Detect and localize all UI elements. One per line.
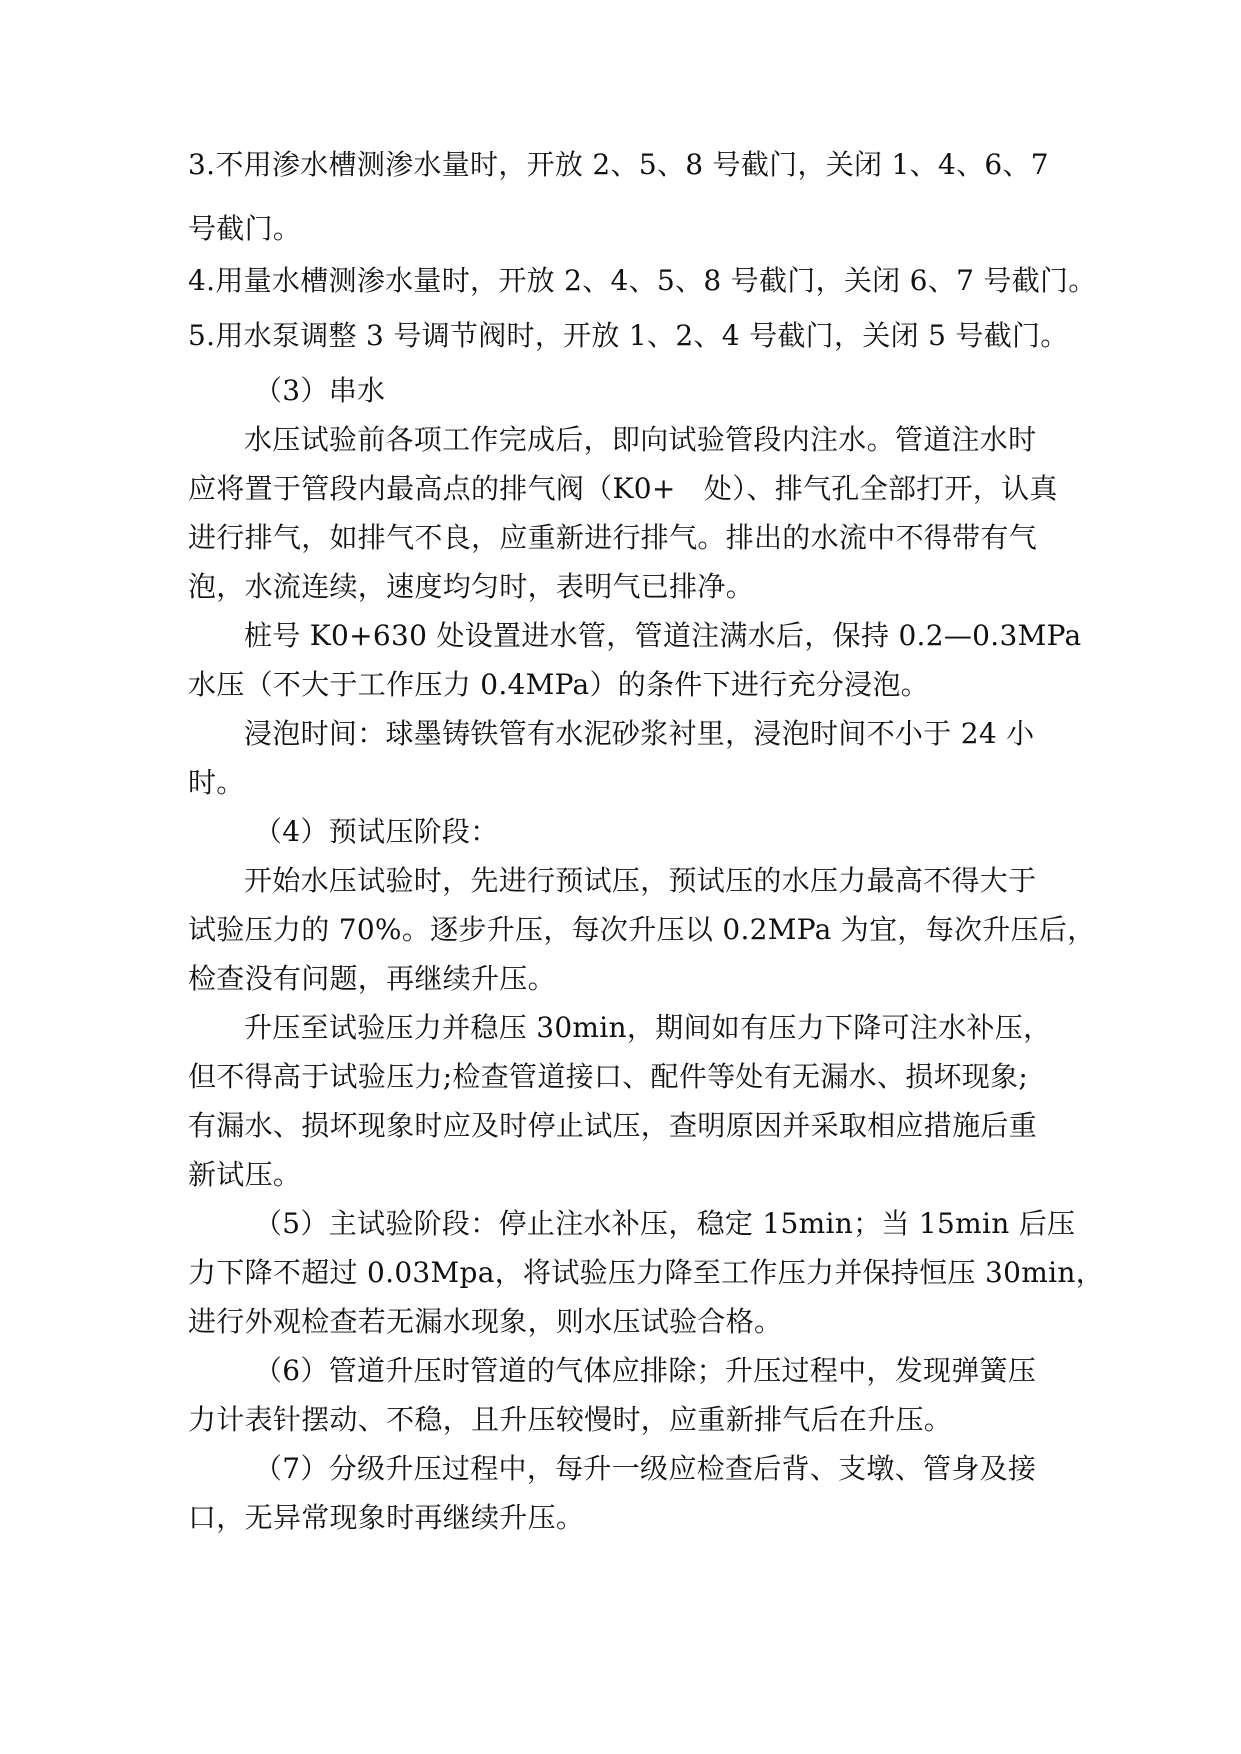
text-line: （6）管道升压时管道的气体应排除；升压过程中，发现弹簧压 <box>254 1354 1037 1387</box>
paragraph-inlet-pipe <box>188 611 1082 709</box>
subheading-3-chuanshui <box>188 366 1068 415</box>
text-line: 口，无异常现象时再继续升压。 <box>188 1501 585 1534</box>
text-line: 3.不用渗水槽测渗水量时，开放 2、5、8 号截门，关闭 1、4、6、7 <box>188 148 1049 181</box>
text-line: 泡，水流连续，速度均匀时，表明气已排净。 <box>188 570 755 603</box>
paragraph-gas-removal <box>188 1346 1068 1444</box>
text-line: 水压（不大于工作压力 0.4MPa）的条件下进行充分浸泡。 <box>188 668 930 701</box>
text-line: 有漏水、损坏现象时应及时停止试压，查明原因并采取相应措施后重 <box>188 1109 1038 1142</box>
document-body <box>188 366 1105 1542</box>
paragraph-soak-time <box>188 709 1068 807</box>
subheading-text: （3）串水 <box>254 374 386 407</box>
text-line: 但不得高于试验压力;检查管道接口、配件等处有无漏水、损坏现象; <box>188 1060 1029 1093</box>
text-line: 桩号 K0+630 处设置进水管，管道注满水后，保持 0.2—0.3MPa <box>244 619 1082 652</box>
paragraph-main-test <box>188 1199 1105 1346</box>
paragraph-staged-pressure <box>188 1444 1068 1542</box>
subheading-text: （4）预试压阶段： <box>254 815 499 848</box>
text-line: 进行外观检查若无漏水现象，则水压试验合格。 <box>188 1305 783 1338</box>
text-line: （5）主试验阶段：停止注水补压，稳定 15min；当 15min 后压 <box>254 1207 1076 1240</box>
subheading-4-pretest <box>188 807 1068 856</box>
paragraph-filling-water <box>188 415 1068 611</box>
paragraph-stabilize-pressure <box>188 1003 1068 1199</box>
text-line: （7）分级升压过程中，每升一级应检查后背、支墩、管身及接 <box>254 1452 1037 1485</box>
text-line: 力计表针摆动、不稳，且升压较慢时，应重新排气后在升压。 <box>188 1403 953 1436</box>
text-line: 升压至试验压力并稳压 30min，期间如有压力下降可注水补压， <box>244 1011 1052 1044</box>
text-line: 应将置于管段内最高点的排气阀（K0+ 处）、排气孔全部打开，认真 <box>188 472 1058 505</box>
text-line: 浸泡时间：球墨铸铁管有水泥砂浆衬里，浸泡时间不小于 24 小 <box>244 717 1035 750</box>
numbered-item-4 <box>188 257 1097 308</box>
text-line: 检查没有问题，再继续升压。 <box>188 962 556 995</box>
paragraph-pretest <box>188 856 1096 1003</box>
text-line: 4.用量水槽测渗水量时，开放 2、4、5、8 号截门，关闭 6、7 号截门。 <box>188 264 1097 297</box>
text-line: 新试压。 <box>188 1158 302 1191</box>
text-line: 开始水压试验时，先进行预试压，预试压的水压力最高不得大于 <box>244 864 1037 897</box>
text-line: 号截门。 <box>188 212 302 245</box>
text-line: 5.用水泵调整 3 号调节阀时，开放 1、2、4 号截门，关闭 5 号截门。 <box>188 319 1069 352</box>
text-line: 水压试验前各项工作完成后，即向试验管段内注水。管道注水时 <box>244 423 1037 456</box>
text-line: 试验压力的 70%。逐步升压，每次升压以 0.2MPa 为宜，每次升压后， <box>188 913 1096 946</box>
text-line: 进行排气，如排气不良，应重新进行排气。排出的水流中不得带有气 <box>188 521 1038 554</box>
text-line: 时。 <box>188 766 245 799</box>
text-line: 力下降不超过 0.03Mpa，将试验压力降至工作压力并保持恒压 30min， <box>188 1256 1105 1289</box>
numbered-item-5 <box>188 312 1068 361</box>
numbered-item-3 <box>188 141 1068 263</box>
